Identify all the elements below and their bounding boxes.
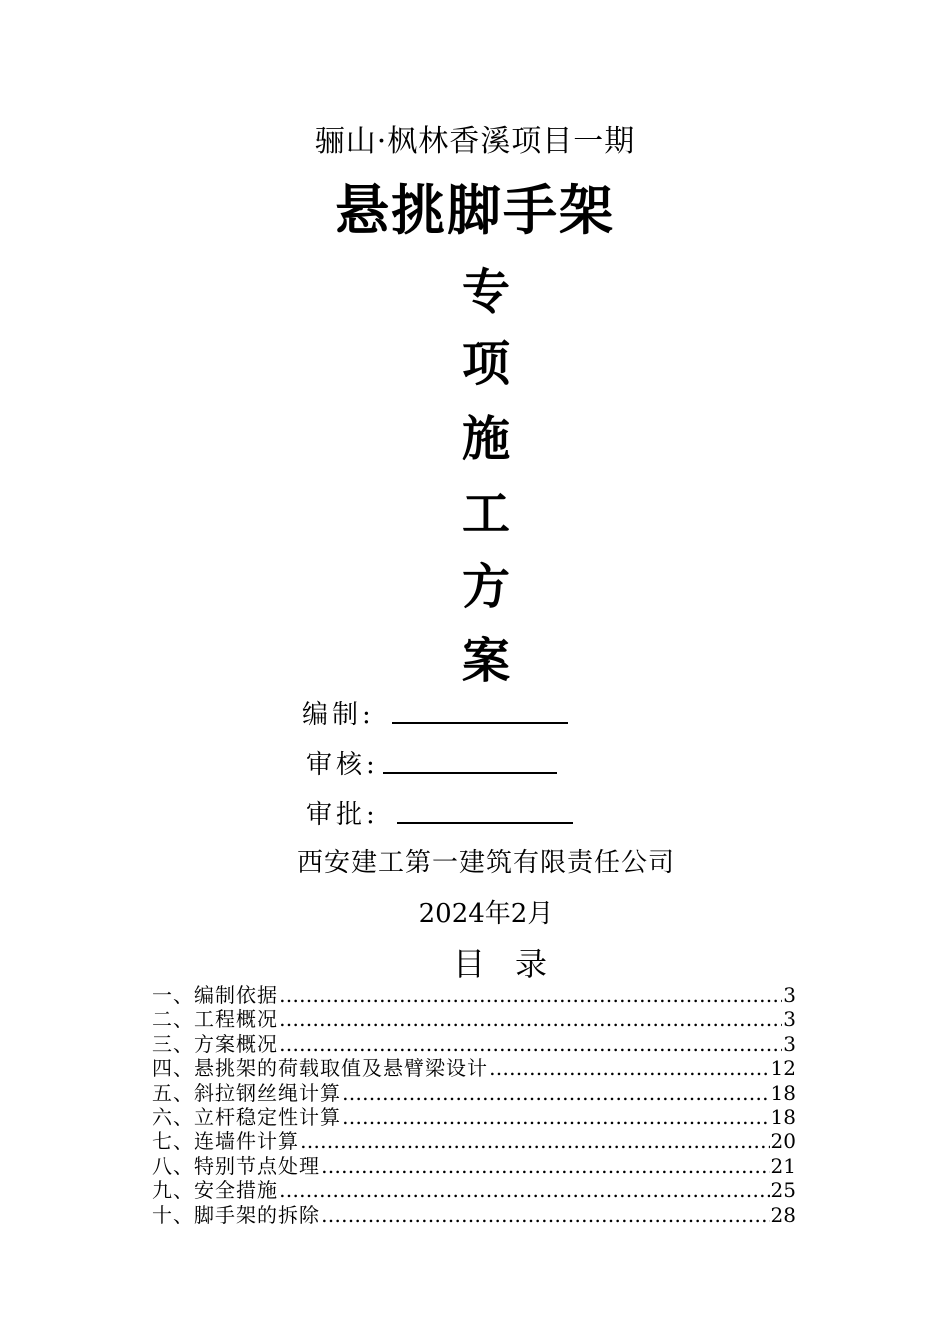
toc-entry-page: 3 xyxy=(783,1031,796,1056)
toc-entry[interactable] xyxy=(152,1081,796,1105)
toc-entry-label: 三、方案概况 xyxy=(152,1031,278,1056)
main-title: 悬挑脚手架 xyxy=(335,178,615,242)
toc-leader-dots xyxy=(279,1007,782,1031)
compiled-by-line xyxy=(392,722,568,724)
toc-title: 目录 xyxy=(452,945,577,983)
project-name: 骊山·枫林香溪项目一期 xyxy=(314,124,636,159)
toc-entry-label: 一、编制依据 xyxy=(152,983,278,1007)
title-char-3: 施 xyxy=(461,411,510,467)
toc-entry-label: 二、工程概况 xyxy=(152,1007,278,1032)
toc-leader-dots xyxy=(321,1203,770,1227)
toc-leader-dots xyxy=(321,1154,770,1178)
toc-entry[interactable] xyxy=(152,1203,796,1227)
toc-entry-label: 七、连墙件计算 xyxy=(152,1129,299,1154)
title-char-4: 工 xyxy=(461,486,510,542)
title-char-2: 项 xyxy=(461,336,510,392)
toc-entry-page: 12 xyxy=(770,1056,796,1081)
toc-entry[interactable] xyxy=(152,1007,796,1031)
company-name: 西安建工第一建筑有限责任公司 xyxy=(296,848,675,878)
toc-leader-dots xyxy=(279,983,782,1007)
toc-entry-page: 25 xyxy=(770,1178,796,1203)
toc-entry-label: 五、斜拉钢丝绳计算 xyxy=(152,1080,341,1105)
toc-entry-page: 18 xyxy=(770,1080,796,1105)
toc-entry-label: 十、脚手架的拆除 xyxy=(152,1202,320,1227)
toc-entry-page: 28 xyxy=(770,1202,796,1227)
reviewed-by-line xyxy=(383,772,557,774)
title-char-6: 案 xyxy=(461,633,510,689)
toc-entry-page: 3 xyxy=(783,1007,796,1032)
toc-entry[interactable] xyxy=(152,1129,796,1153)
title-char-1: 专 xyxy=(461,264,510,320)
toc-entry-label: 四、悬挑架的荷载取值及悬臂梁设计 xyxy=(152,1056,488,1081)
toc-entry[interactable] xyxy=(152,1032,796,1056)
toc-leader-dots xyxy=(342,1081,770,1105)
table-of-contents xyxy=(152,983,796,1227)
reviewed-by-label: 审核: xyxy=(306,750,379,780)
toc-leader-dots xyxy=(489,1056,770,1080)
title-char-5: 方 xyxy=(461,559,510,615)
toc-entry[interactable] xyxy=(152,1105,796,1129)
toc-leader-dots xyxy=(279,1032,782,1056)
toc-entry-label: 九、安全措施 xyxy=(152,1178,278,1203)
toc-entry-label: 六、立杆稳定性计算 xyxy=(152,1104,341,1129)
toc-entry-page: 21 xyxy=(770,1153,796,1178)
approved-by-label: 审批: xyxy=(306,800,379,830)
document-date: 2024年2月 xyxy=(418,899,554,929)
toc-entry-page: 3 xyxy=(783,983,796,1007)
toc-entry[interactable] xyxy=(152,983,796,1007)
toc-entry-label: 八、特别节点处理 xyxy=(152,1153,320,1178)
approved-by-line xyxy=(397,822,573,824)
toc-leader-dots xyxy=(300,1129,770,1153)
toc-entry[interactable] xyxy=(152,1178,796,1202)
toc-entry[interactable] xyxy=(152,1154,796,1178)
toc-leader-dots xyxy=(342,1105,770,1129)
toc-entry[interactable] xyxy=(152,1056,796,1080)
toc-leader-dots xyxy=(279,1178,770,1202)
compiled-by-label: 编制: xyxy=(302,700,375,730)
toc-entry-page: 20 xyxy=(770,1129,796,1154)
toc-entry-page: 18 xyxy=(770,1104,796,1129)
